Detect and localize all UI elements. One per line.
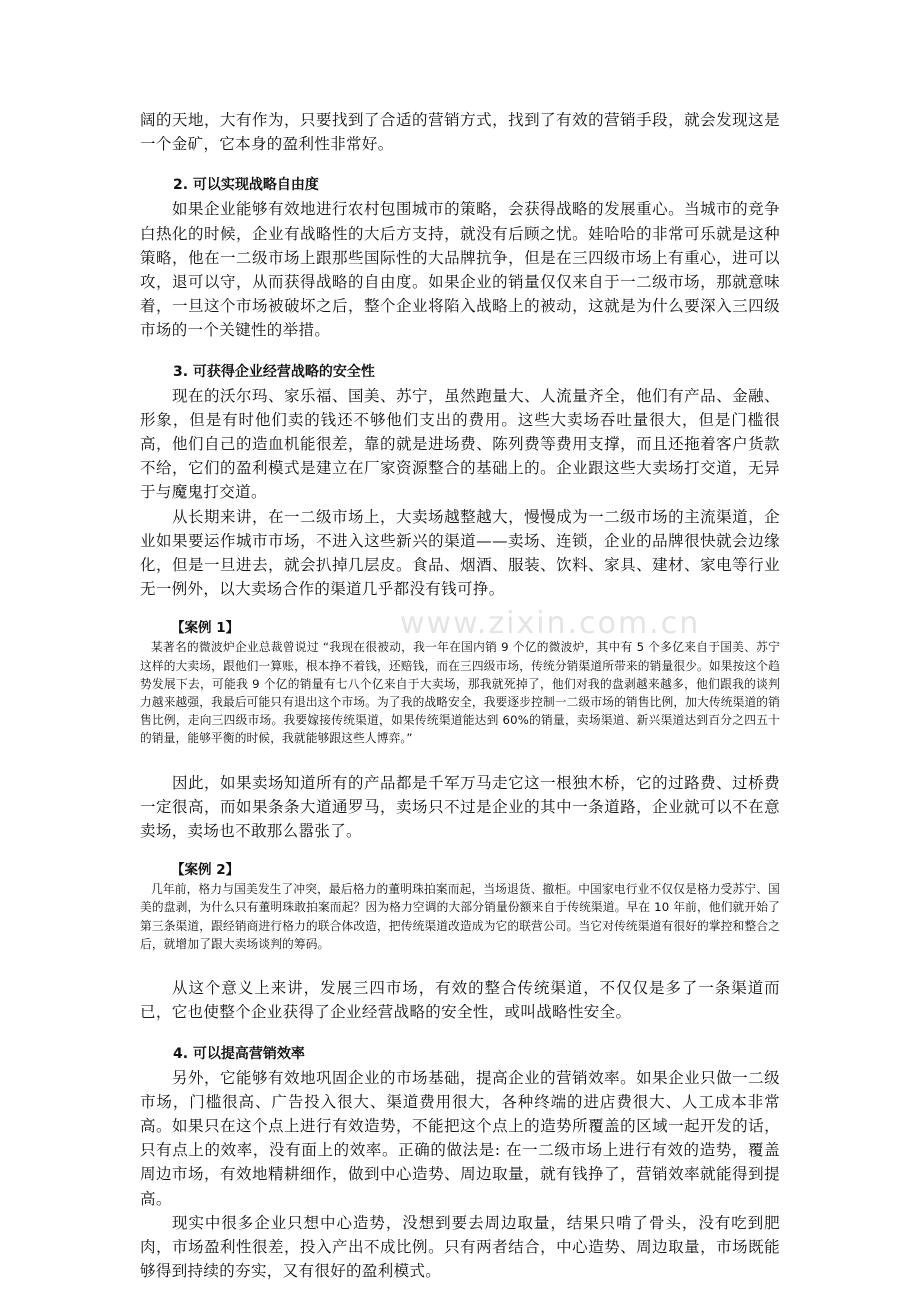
intro-continuation-paragraph: 阔的天地，大有作为，只要找到了合适的营销方式，找到了有效的营销手段，就会发现这是一个金矿，它本身的盈利性非常好。	[140, 111, 780, 154]
watermark: www.zixin.com.cn	[400, 606, 701, 641]
spacer	[140, 343, 780, 360]
case-1-title: 【案例 1】	[171, 620, 240, 637]
spacer	[140, 843, 780, 860]
section-heading-4: 4. 可以提高营销效率	[173, 1045, 305, 1062]
section-3-paragraph-3: 因此，如果卖场知道所有的产品都是千军万马走它这一根独木桥，它的过路费、过桥费一定很高，而如果条条大道通罗马，卖场只不过是企业的其中一条道路，企业就可以不在意卖场，卖场也不敢那么嚣张了。	[140, 773, 780, 841]
case-2-text: 几年前，格力与国美发生了冲突，最后格力的董明珠拍案而起，当场退货、撤柜。中国家电行业不仅仅是格力受苏宁、国美的盘剥，为什么只有董明珠敢拍案而起？因为格力空调的大部分销量份额来自于传统渠道。早在 10 年前，他们就开始了第三条渠道，跟经销商进行格力的联合体改造，把传统渠道改造成为它的联营公司。当它对传统渠道有很好的掌控和整合之后，就增加了跟大卖场谈判的筹码。	[140, 882, 780, 951]
section-3-paragraph-2: 从长期来讲，在一二级市场上，大卖场越整越大，慢慢成为一二级市场的主流渠道，企业如果要运作城市市场，不进入这些新兴的渠道——卖场、连锁，企业的品牌很快就会边缘化，但是一旦进去，就会扒掉几层皮。食品、烟酒、服装、饮料、家具、建材、家电等行业无一例外，以大卖场合作的渠道几乎都没有钱可挣。	[140, 507, 780, 599]
section-heading-2: 2. 可以实现战略自由度	[173, 177, 319, 194]
section-3-paragraph-4: 从这个意义上来讲，发展三四市场，有效的整合传统渠道，不仅仅是多了一条渠道而已，它也使整个企业获得了企业经营战略的安全性，或叫战略性安全。	[140, 979, 780, 1022]
spacer	[140, 1025, 780, 1042]
section-4-paragraph-2: 现实中很多企业只想中心造势，没想到要去周边取量，结果只啃了骨头，没有吃到肥肉，市场盈利性很差，投入产出不成比例。只有两者结合，中心造势、周边取量，市场既能够得到持续的夯实，又有很好的盈利模式。	[140, 1213, 780, 1281]
section-heading-3: 3. 可获得企业经营战略的安全性	[173, 363, 375, 380]
case-2-title: 【案例 2】	[171, 862, 240, 879]
spacer	[140, 748, 780, 771]
section-3-paragraph-1: 现在的沃尔玛、家乐福、国美、苏宁，虽然跑量大、人流量齐全，他们有产品、金融、形象，但是有时他们卖的钱还不够他们支出的费用。这些大卖场吞吐量很大，但是门槛很高，他们自己的造血机能很差，靠的就是进场费、陈列费等费用支撑，而且还拖着客户货款不给，它们的盈利模式是建立在厂家资源整合的基础上的。企业跟这些大卖场打交道，无异于与魔鬼打交道。	[140, 386, 780, 502]
case-1-text: 某著名的微波炉企业总裁曾说过 “我现在很被动，我一年在国内销 9 个亿的微波炉，其中有 5 个多亿来自于国美、苏宁这样的大卖场，跟他们一算账，根本挣不着钱，还赔钱，而在三四级市场，传统分销渠道所带来的销量很少。如果按这个趋势发展下去，可能我 9 个亿的销量有七八个亿来自于大卖场，那我就死掉了，他们对我的盘剥越来越多，他们跟我的谈判力越来越强，我最后可能只有退出这个市场。为了我的战略安全，我要逐步控制一二级市场的销售比例，加大传统渠道的销售比例，走向三四级市场。我要嫁接传统渠道，如果传统渠道能达到 60%的销量，卖场渠道、新兴渠道达到百分之四五十的销量，能够平衡的时候，我就能够跟这些人博弈。”	[140, 640, 780, 746]
spacer	[140, 953, 780, 976]
section-2-paragraph: 如果企业能够有效地进行农村包围城市的策略，会获得战略的发展重心。当城市的竞争白热化的时候，企业有战略性的大后方支持，就没有后顾之忧。娃哈哈的非常可乐就是这种策略，他在一二级市场上跟那些国际性的大品牌抗争，但是在三四级市场上有重心，进可以攻，退可以守，从而获得战略的自由度。如果企业的销量仅仅来自于一二级市场，那就意味着，一旦这个市场被破坏之后，整个企业将陷入战略上的被动，这就是为什么要深入三四级市场的一个关键性的举措。	[140, 200, 780, 340]
section-4-paragraph-1: 另外，它能够有效地巩固企业的市场基础，提高企业的营销效率。如果企业只做一二级市场，门槛很高、广告投入很大、渠道费用很大，各种终端的进店费很大、人工成本非常高。如果只在这个点上进行有效造势，不能把这个点上的造势所覆盖的区域一起开发的话，只有点上的效率，没有面上的效率。正确的做法是: 在一二级市场上进行有效的造势，覆盖周边市场，有效地精耕细作，做到中心造势、周边取量，就有钱挣了，营销效率就能得到提高。	[140, 1068, 780, 1208]
document-page	[140, 108, 780, 1283]
spacer	[140, 601, 780, 618]
spacer	[140, 156, 780, 173]
